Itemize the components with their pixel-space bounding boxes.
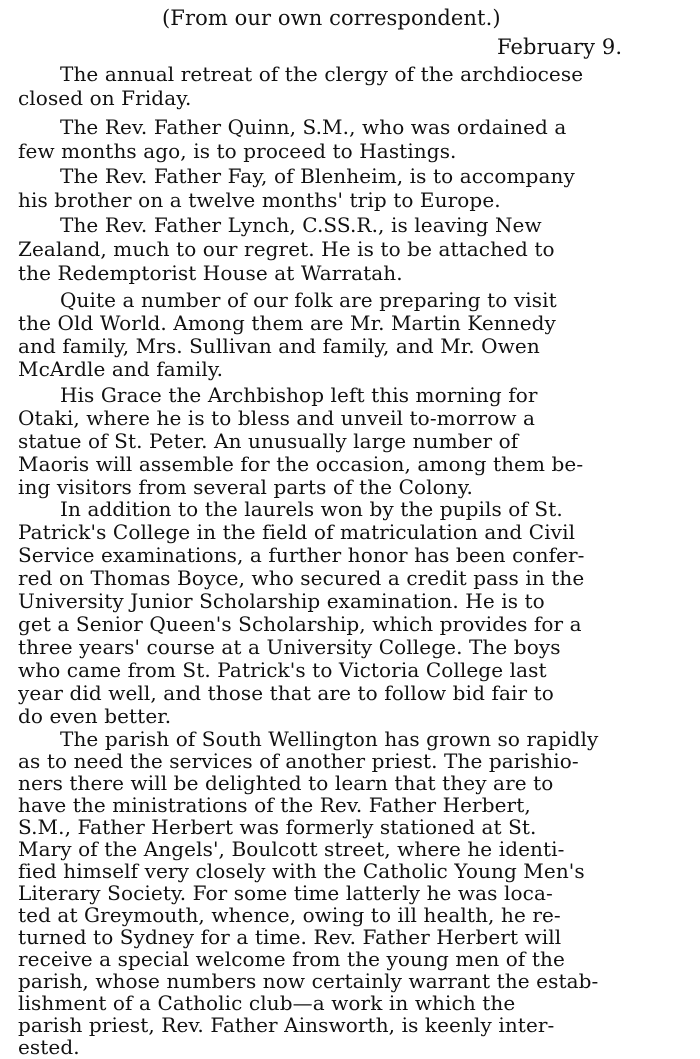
article-line: S.M., Father Herbert was formerly stationed at St. [18, 815, 537, 839]
article-line: have the ministrations of the Rev. Father Herbert, [18, 793, 531, 817]
article-line: red on Thomas Boyce, who secured a credit pass in the [18, 566, 585, 590]
article-line: statue of St. Peter. An unusually large number of [18, 429, 519, 453]
article-line: ested. [18, 1035, 80, 1059]
article-line: do even better. [18, 704, 172, 728]
article-line: Maoris will assemble for the occasion, among them be- [18, 452, 584, 476]
article-line: The Rev. Father Quinn, S.M., who was ordained a [60, 115, 567, 139]
article-line: The parish of South Wellington has grown so rapidly [60, 727, 599, 751]
dateline: February 9. [497, 35, 623, 59]
article-line: McArdle and family. [18, 357, 224, 381]
article-line: closed on Friday. [18, 86, 192, 110]
article-line: lishment of a Catholic club—a work in which the [18, 991, 516, 1015]
article-line: and family, Mrs. Sullivan and family, and Mr. Owen [18, 334, 540, 358]
article-line: Mary of the Angels', Boulcott street, where he identi- [18, 837, 565, 861]
article-line: parish priest, Rev. Father Ainsworth, is keenly inter- [18, 1013, 555, 1037]
article-line: as to need the services of another priest. The parishio- [18, 749, 579, 773]
article-line: three years' course at a University College. The boys [18, 635, 561, 659]
article-line: ted at Greymouth, whence, owing to ill health, he re- [18, 903, 561, 927]
article-line: his brother on a twelve months' trip to Europe. [18, 188, 501, 212]
article-line: get a Senior Queen's Scholarship, which provides for a [18, 612, 582, 636]
article-line: His Grace the Archbishop left this morning for [60, 383, 538, 407]
article-line: The Rev. Father Fay, of Blenheim, is to accompany [60, 164, 575, 188]
byline: (From our own correspondent.) [162, 6, 501, 30]
article-line: fied himself very closely with the Catholic Young Men's [18, 859, 585, 883]
article-line: The annual retreat of the clergy of the archdiocese [60, 62, 584, 86]
article-line: In addition to the laurels won by the pupils of St. [60, 497, 563, 521]
article-line: who came from St. Patrick's to Victoria College last [18, 658, 547, 682]
article-line: ing visitors from several parts of the Colony. [18, 475, 473, 499]
article-line: parish, whose numbers now certainly warrant the estab- [18, 969, 599, 993]
article-line: Literary Society. For some time latterly he was loca- [18, 881, 553, 905]
article-line: few months ago, is to proceed to Hastings. [18, 139, 457, 163]
article-line: Patrick's College in the field of matriculation and Civil [18, 520, 576, 544]
article-line: Otaki, where he is to bless and unveil to-morrow a [18, 406, 536, 430]
article-line: Service examinations, a further honor has been confer- [18, 543, 585, 567]
article-line: the Old World. Among them are Mr. Martin Kennedy [18, 311, 556, 335]
article-line: ners there will be delighted to learn that they are to [18, 771, 554, 795]
article-line: year did well, and those that are to follow bid fair to [18, 681, 554, 705]
article-line: the Redemptorist House at Warratah. [18, 261, 403, 285]
article-line: receive a special welcome from the young men of the [18, 947, 565, 971]
article-line: Quite a number of our folk are preparing to visit [60, 288, 557, 312]
article-line: Zealand, much to our regret. He is to be attached to [18, 237, 555, 261]
article-line: University Junior Scholarship examination. He is to [18, 589, 545, 613]
article-line: turned to Sydney for a time. Rev. Father Herbert will [18, 925, 562, 949]
article-line: The Rev. Father Lynch, C.SS.R., is leaving New [60, 213, 542, 237]
